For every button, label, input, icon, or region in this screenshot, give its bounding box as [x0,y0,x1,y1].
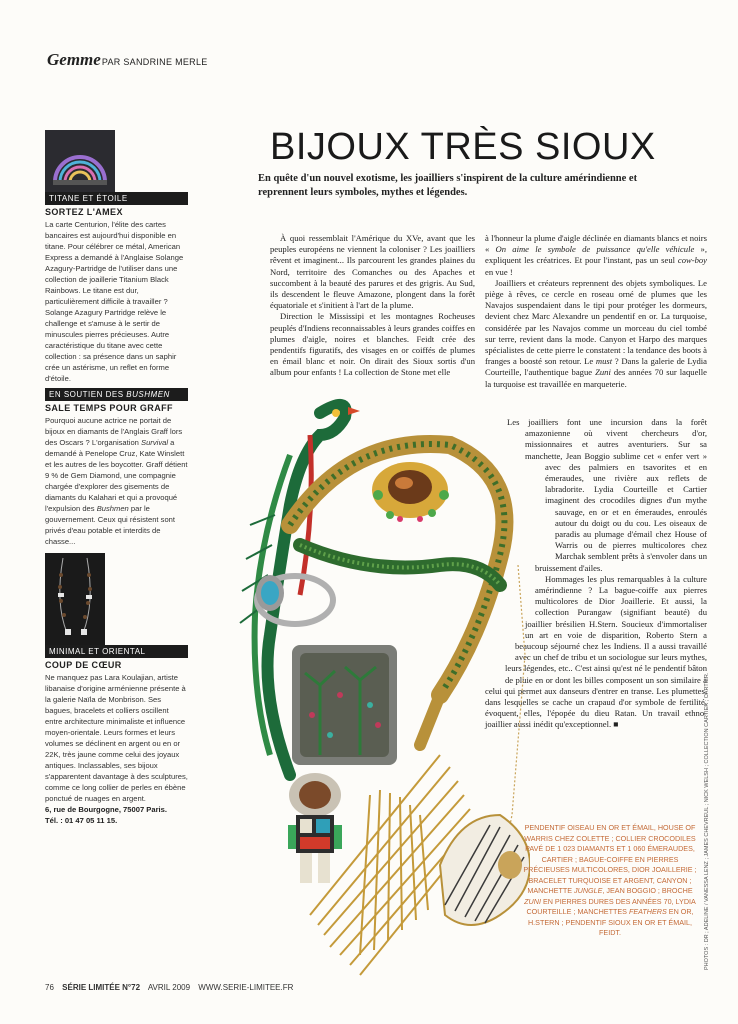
jewelry-credits: PENDENTIF OISEAU EN OR ET ÉMAIL, HOUSE OF WARRIS CHEZ COLETTE ; COLLIER CROCODILES PAVÉ DE 1 023 DIAMANTS ET 1 060 ÉMERAUDES, CARTIER ; BAGUE-COIFFE EN PIERRES PRÉCIEUSES MULTICOLORES, DIOR JOAILLERIE ; BRACELET TURQUOISE ET ARGENT, CANYON ; MANCHETTE JUNGLE, JEAN BOGGIO ; BROCHE ZUNI EN PIERRES DURES DES ANNÉES 70, LYDIA COURTEILLE ; MANCHETTES FEATHERS EN OR, H.STERN ; PENDENTIF SIOUX EN OR ET ÉMAIL, FEIDT. [523,823,697,937]
gallery-phone: Tél. : 01 47 05 11 15. [45,816,118,825]
sidebar [45,130,188,826]
sidebar-text-graff: Pourquoi aucune actrice ne portait de bijoux en diamants de l'Anglais Graff lors des Oscars ? L'organisation Survival a demandé à Penelope Cruz, Kate Winslett et les autres de les boycotter. Graff détient 9 % de Gem Diamond, une compagnie chargée d'explorer des gisements de diamants du Kalahari et qui a provoqué l'expulsion des Bushmen par le gouvernement. Ceux qui résistent sont privés d'eau potable et interdits de chasse... [45,416,188,546]
sidebar-text-amex: La carte Centurion, l'élite des cartes bancaires est aujourd'hui disponible en titane. Pour célébrer ce métal, American Express a demandé à l'Anglaise Solange Azagury-Partridge de l'utiliser dans une collection de joaillerie Titanium Black Rainbows. Le titane est dur, particulièrement difficile à travailler ? Solange Azagury Partridge relève le challenge et s'amuse à le sertir de minuscules pierres précieuses. Autre caractéristique du titane avec cette collection : sa présence dans un saphir crée un astérisme, un reflet en forme d'étoile. [45,220,184,383]
jewelry-photo-collage [200,395,530,995]
jungle-cuff [292,645,397,765]
page-footer [45,983,299,992]
zuni-brooch [288,773,342,883]
article-intro: En quête d'un nouvel exotisme, les joailliers s'inspirent de la culture amérindienne et reprennent leurs symboles, mythes et légendes. [258,173,638,198]
issue-date: AVRIL 2009 [147,983,191,992]
article-paragraph: Les joailliers font une incursion dans la forêt amazonienne où vivent chercheurs d'or, missionnaires et autres aventuriers. Sur sa manchette, Jean Boggio sublime cet « enfer vert » avec des palmiers en tsavorites et en émeraudes, une rivière aux reflets de labradorite. Lydia Courteille et Cartier imaginent des crocodiles dignes d'un mythe sauvage, en or et en émeraudes, enroulés autour du doigt ou du cou. Les oiseaux de paradis au plumage d'émail chez House of Warris ou de pierres multicolores chez Marchak semblent prêts à s'envoler dans un bruissement d'ailes. [507,417,707,573]
article-paragraph: à l'honneur la plume d'aigle déclinée en diamants blancs et noirs « On aime le symbole de puissance qu'elle véhicule », expliquent les créatrices. Et pour l'instant, pas un seul cow-boy en vue ! [485,233,708,277]
article-paragraph: À quoi ressemblait l'Amérique du XVe, avant que les peuples européens ne viennent la coloniser ? Les joailliers rêvent et imaginent... Ils parcourent les grandes plaines du Nord, territoire des Comanches ou des Apaches et succombent à la beauté des parures et des grigris. Au Sud, ils descendent le fleuve Amazone, plongent dans la forêt équatoriale et s'initient à l'art de la plume. [270,233,475,311]
dior-headdress-ring [372,462,449,522]
section-label-bushmen: EN SOUTIEN DES BUSHMEN [45,388,188,401]
gallery-address: 6, rue de Bourgogne, 75007 Paris. [45,805,167,814]
titanium-rings-thumbnail [45,130,115,192]
article-paragraph: Hommages les plus remarquables à la culture amérindienne ? La bague-coiffe aux pierres multicolores de Dior Joaillerie. Et aussi, la collection Purangaw (signifiant beauté) du joaillier brésilien H.Stern. Soucieux d'immortaliser un art en voie de disparition, Roberto Stern a beaucoup séjourné chez les Indiens. Il a aussi travaillé avec un chef de tribu et un sociologue sur leurs mythes, leurs légendes, etc.. C'est ainsi qu'est né le pendentif bâton de pluie en or dont les billes composent un son similaire à celui qui permet aux danseurs d'entrer en transe. Les plumettes, dans lesquelles se cache un crapaud d'or symbole de fertilité, évoquent, elles, l'épopée du dieu Ratan. Un travail ethno-joaillier aussi inédit qu'exceptionnel. ■ [485,573,707,730]
page-header [47,50,208,74]
magazine-issue: SÉRIE LIMITÉE N°72 [62,983,141,992]
magazine-url: WWW.SERIE-LIMITEE.FR [198,983,294,992]
sidebar-text-koulajian: Ne manquez pas Lara Koulajian, artiste libanaise d'origine arménienne présente à la galerie Naïla de Monbrison. Ses bagues, bracelets et colliers oscillent entre architecture minimaliste et influence moyen-orientale. Leurs formes et leurs volumes se déclinent en argent ou en or 22K, très jaune comme celui des joyaux antiques. Inclassables, ses bijoux s'apparentent davantage à des sculptures, comme ce long collier de perles en ébène ponctué de nuages en argent. [45,673,188,803]
sidebar-heading-coup-de-coeur: COUP DE CŒUR [45,660,122,670]
article-paragraph: Direction le Mississipi et les montagnes Rocheuses peuplés d'Indiens reconnaissables à leurs grandes coiffes en plumes d'aigle, noires et blanches. Feidt crée des pendentifs figuratifs, des visages en or coiffés de plumes en émail blanc et noir. On dirait des Sioux sortis d'un album pour enfants ! La collection de Stone met elle [270,311,475,378]
section-label-titane: TITANE ET ÉTOILE [45,192,188,205]
article-column-2 [485,233,707,390]
ebony-necklace-thumbnail [45,553,105,645]
section-label-minimal: MINIMAL ET ORIENTAL [45,645,188,658]
article-title: BIJOUX TRÈS SIOUX [270,126,656,168]
sidebar-heading-amex: SORTEZ L'AMEX [45,207,123,217]
photo-credit: PHOTOS : DR ; ADELINE / VANESSA LENZ ; JAMES CHEVREUL ; NICK WELSH ; COLLECTION CARTIER ; CARTIER. [704,672,710,970]
byline: PAR SANDRINE MERLE [101,57,208,67]
sioux-pendant [440,815,530,925]
rubric: Gemme [47,50,101,69]
sidebar-heading-graff: SALE TEMPS POUR GRAFF [45,403,173,413]
article-paragraph: Joailliers et créateurs reprennent des objets symboliques. Le piège à rêves, ce cercle en roseau orné de plumes que les Navajos suspendaient dans le tipi pour protéger les dormeurs, devient chez Marc Alexandre un pendentif en or. La turquoise, considérée par les Navajos comme un morceau du ciel tombé sur terre, revient dans la mode. Canyon et Harpo des marques spécialistes de cette pierre le constatent : la tendance des boots à franges a boosté son retour. Le must ? Dans la galerie de Lydia Courteille, l'authentique bague Zuni des années 70 sur laquelle la turquoise est travaillée en marqueterie. [485,277,707,389]
article-column-1 [270,233,475,379]
page-number: 76 [45,983,54,992]
turquoise-bracelet [256,575,333,624]
